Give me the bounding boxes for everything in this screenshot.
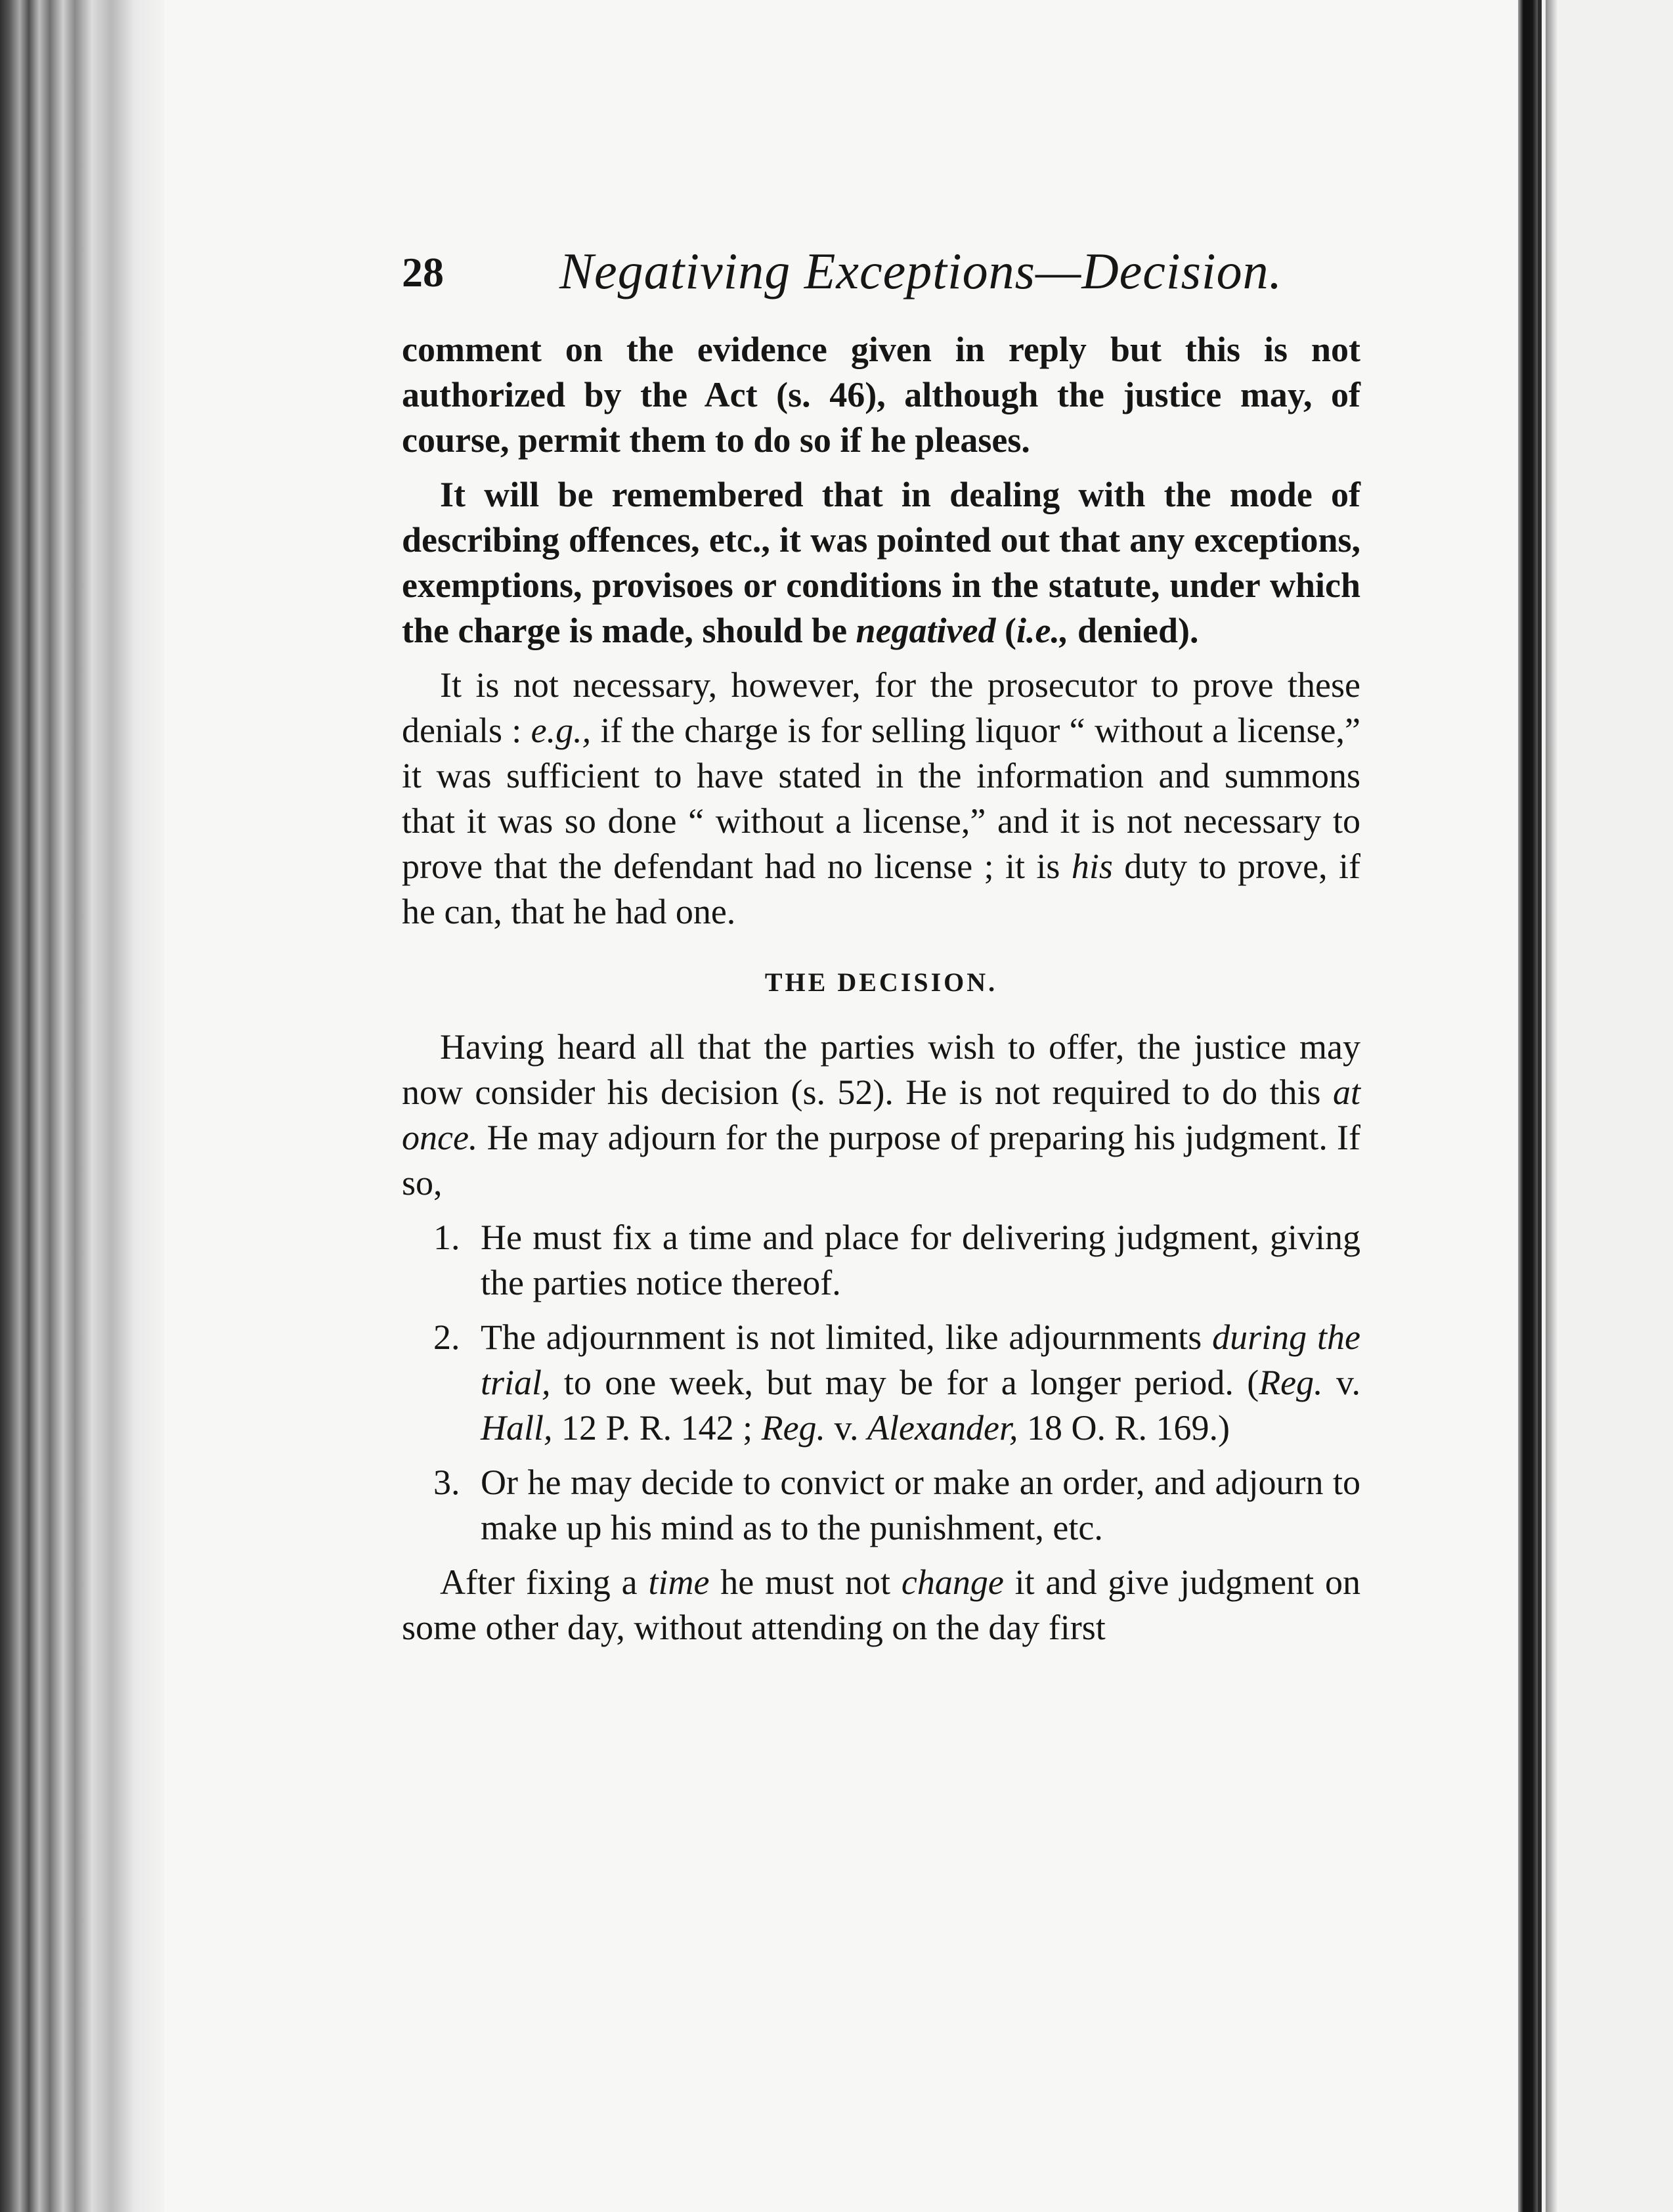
paragraph-decision: Having heard all that the parties wish to offer, the justice may now consider his decision (s. 52). He is not required to do this at once. He may adjourn for the purpose of preparing his judgment. If so,	[402, 1027, 1360, 1203]
book-spine	[0, 0, 164, 2212]
numbered-list	[402, 1215, 1360, 1551]
list-item: 2. The adjournment is not limited, like adjournments during the trial, to one week, but may be for a longer period. (Reg. v. Hall, 12 P. R. 142 ; Reg. v. Alexander, 18 O. R. 169.)	[402, 1315, 1360, 1451]
list-number: 2.	[433, 1317, 460, 1357]
list-item: 1. He must fix a time and place for delivering judgment, giving the parties notice thereof.	[402, 1215, 1360, 1306]
paragraph-fixing-time: After fixing a time he must not change it and give judgment on some other day, without attending on the day first	[402, 1562, 1361, 1647]
page-body	[402, 327, 1360, 1660]
page-number: 28	[402, 249, 444, 296]
list-number: 1.	[433, 1218, 460, 1257]
next-page-sliver	[1538, 0, 1673, 2212]
page-edge-shadow	[1518, 0, 1538, 2212]
list-number: 3.	[433, 1463, 460, 1502]
list-item: 3. Or he may decide to convict or make an order, and adjourn to make up his mind as to the punishment, etc.	[402, 1460, 1360, 1551]
page-header	[402, 242, 1354, 314]
paragraph-exceptions: It will be remembered that in dealing with the mode of describing offences, etc., it was pointed out that any exceptions, exemptions, provisoes or conditions in the statute, under which the charge is made, should be negatived (i.e., denied).	[402, 475, 1360, 650]
section-heading: THE DECISION.	[764, 967, 998, 997]
running-title: Negativing Exceptions—Decision.	[559, 242, 1283, 299]
paragraph-continuation: comment on the evidence given in reply but this is not authorized by the Act (s. 46), although the justice may, of course, permit them to do so if he pleases.	[402, 330, 1360, 460]
paragraph-denials: It is not necessary, however, for the prosecutor to prove these denials : e.g., if the charge is for selling liquor “ without a license,” it was sufficient to have stated in the information and summons that it was so done “ without a license,” and it is not necessary to prove that the defendant had no license ; it is his duty to prove, if he can, that he had one.	[402, 665, 1360, 931]
